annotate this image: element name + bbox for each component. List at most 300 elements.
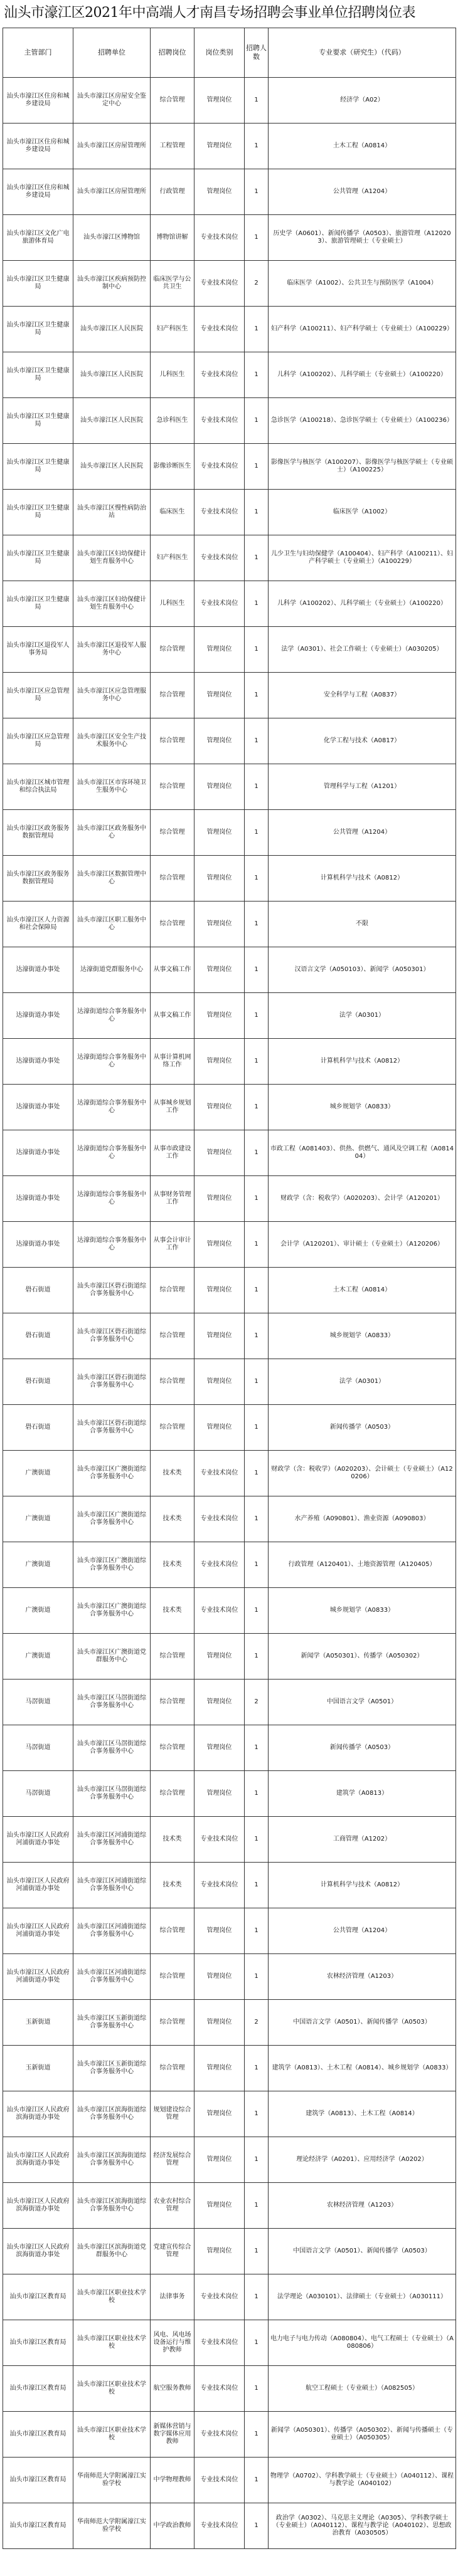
cell-requirements: 财政学（含：税收学）（A020203）、会计学（A120201） — [269, 1176, 456, 1222]
cell-requirements: 工商管理（A1202） — [269, 1817, 456, 1863]
cell-requirements: 建筑学（A0813）、土木工程（A0814）、城乡规划学（A0833） — [269, 2046, 456, 2091]
cell-count: 2 — [245, 2000, 269, 2046]
table-row — [3, 1725, 456, 1771]
table-row — [3, 2137, 456, 2183]
cell-count: 1 — [245, 718, 269, 764]
cell-employer: 汕头市濠江区数据管理中心 — [73, 856, 151, 902]
cell-category: 专业技术岗位 — [194, 2274, 245, 2320]
table-row — [3, 398, 456, 444]
cell-employer: 汕头市濠江区房屋安全鉴定中心 — [73, 78, 151, 124]
cell-department: 达濠街道办事处 — [3, 947, 73, 993]
cell-position: 经济发展综合管理 — [151, 2137, 194, 2183]
cell-department: 达濠街道办事处 — [3, 1039, 73, 1085]
cell-requirements: 土木工程（A0814） — [269, 1268, 456, 1313]
cell-department: 汕头市濠江区人民政府河浦街道办事处 — [3, 1817, 73, 1863]
cell-employer: 汕头市濠江区职业技术学校 — [73, 2366, 151, 2412]
cell-position: 综合管理 — [151, 78, 194, 124]
cell-count: 1 — [245, 2458, 269, 2503]
cell-requirements: 理论经济学（A0201）、应用经济学（A0202） — [269, 2137, 456, 2183]
table-row — [3, 1222, 456, 1268]
table-row — [3, 169, 456, 215]
cell-count: 1 — [245, 856, 269, 902]
cell-position: 行政管理 — [151, 169, 194, 215]
table-row — [3, 1817, 456, 1863]
cell-employer: 汕头市濠江区房屋管理所 — [73, 124, 151, 169]
table-row — [3, 856, 456, 902]
cell-count: 1 — [245, 352, 269, 398]
cell-requirements: 化学工程与技术（A0817） — [269, 718, 456, 764]
cell-category: 管理岗位 — [194, 169, 245, 215]
cell-category: 管理岗位 — [194, 1405, 245, 1451]
table-row — [3, 993, 456, 1039]
cell-count: 1 — [245, 535, 269, 581]
cell-requirements: 计算机科学与技术（A0812） — [269, 856, 456, 902]
cell-position: 临床医学与公共卫生 — [151, 261, 194, 307]
cell-position: 综合管理 — [151, 1359, 194, 1405]
cell-position: 妇产科医生 — [151, 535, 194, 581]
cell-employer: 汕头市濠江区滨海街道综合事务服务中心 — [73, 2091, 151, 2137]
cell-employer: 汕头市濠江区玉新街道综合事务服务中心 — [73, 2000, 151, 2046]
table-row — [3, 947, 456, 993]
cell-count: 1 — [245, 169, 269, 215]
table-row — [3, 215, 456, 261]
cell-department: 汕头市濠江区应急管理局 — [3, 673, 73, 718]
cell-category: 专业技术岗位 — [194, 2503, 245, 2549]
cell-requirements: 电力电子与电力传动（A080804）、电气工程硕士（专业硕士）（A080806） — [269, 2320, 456, 2366]
cell-count: 1 — [245, 1725, 269, 1771]
cell-employer: 汕头市濠江区人民医院 — [73, 398, 151, 444]
table-row — [3, 627, 456, 673]
cell-department: 汕头市濠江区卫生健康局 — [3, 261, 73, 307]
cell-category: 专业技术岗位 — [194, 490, 245, 535]
header-requirements: 专业要求（研究生）（代码） — [269, 28, 456, 78]
cell-department: 礐石街道 — [3, 1313, 73, 1359]
cell-department: 汕头市濠江区教育局 — [3, 2366, 73, 2412]
cell-requirements: 新闻传播学（A0503） — [269, 1725, 456, 1771]
cell-position: 中学政治教师 — [151, 2503, 194, 2549]
cell-employer: 汕头市濠江区河浦街道综合事务服务中心 — [73, 1863, 151, 1908]
cell-department: 汕头市濠江区退役军人事务局 — [3, 627, 73, 673]
cell-position: 航空服务教师 — [151, 2366, 194, 2412]
cell-category: 专业技术岗位 — [194, 352, 245, 398]
table-row — [3, 2458, 456, 2503]
cell-position: 规划建设综合管理 — [151, 2091, 194, 2137]
cell-category: 管理岗位 — [194, 673, 245, 718]
cell-category: 管理岗位 — [194, 1359, 245, 1405]
cell-position: 综合管理 — [151, 764, 194, 810]
cell-requirements: 会计学（A120201）、审计硕士（专业硕士）（A120206） — [269, 1222, 456, 1268]
cell-requirements: 中国语言文学（A0501）、新闻传播学（A0503） — [269, 2000, 456, 2046]
cell-requirements: 安全科学与工程（A0837） — [269, 673, 456, 718]
cell-category: 专业技术岗位 — [194, 535, 245, 581]
cell-position: 综合管理 — [151, 1680, 194, 1725]
cell-employer: 汕头市濠江区滨海街道党群服务中心 — [73, 2229, 151, 2274]
cell-department: 汕头市濠江区卫生健康局 — [3, 490, 73, 535]
table-row — [3, 2366, 456, 2412]
cell-requirements: 土木工程（A0814） — [269, 124, 456, 169]
cell-count: 1 — [245, 2046, 269, 2091]
cell-position: 工程管理 — [151, 124, 194, 169]
cell-position: 从事市政建设工作 — [151, 1130, 194, 1176]
table-row — [3, 2503, 456, 2549]
cell-requirements: 计算机科学与技术（A0812） — [269, 1863, 456, 1908]
cell-department: 马滘街道 — [3, 1680, 73, 1725]
cell-employer: 达濠街道综合事务服务中心 — [73, 1130, 151, 1176]
cell-department: 汕头市濠江区政务服务数据管理局 — [3, 810, 73, 856]
cell-employer: 华南师范大学附属濠江实验学校 — [73, 2458, 151, 2503]
cell-position: 综合管理 — [151, 810, 194, 856]
cell-category: 专业技术岗位 — [194, 2320, 245, 2366]
cell-category: 管理岗位 — [194, 1908, 245, 1954]
cell-position: 技术类 — [151, 1588, 194, 1634]
cell-position: 综合管理 — [151, 1405, 194, 1451]
header-department: 主管部门 — [3, 28, 73, 78]
cell-requirements: 新闻传播学（A0503） — [269, 1405, 456, 1451]
header-category: 岗位类别 — [194, 28, 245, 78]
cell-category: 管理岗位 — [194, 1268, 245, 1313]
cell-count: 1 — [245, 1313, 269, 1359]
table-row — [3, 2320, 456, 2366]
cell-category: 管理岗位 — [194, 78, 245, 124]
table-row — [3, 1863, 456, 1908]
cell-requirements: 法学（A0301） — [269, 993, 456, 1039]
cell-department: 达濠街道办事处 — [3, 1176, 73, 1222]
cell-department: 广澳街道 — [3, 1588, 73, 1634]
cell-department: 汕头市濠江区卫生健康局 — [3, 307, 73, 352]
cell-requirements: 不限 — [269, 902, 456, 947]
cell-count: 1 — [245, 764, 269, 810]
table-row — [3, 78, 456, 124]
cell-category: 专业技术岗位 — [194, 215, 245, 261]
cell-position: 综合管理 — [151, 1725, 194, 1771]
cell-requirements: 政治学（A0302）、马克思主义理论（A0305）、学科教学硕士（专业硕士）（A040112）、课程与教学论（A040102）、思想政治教育（A030505） — [269, 2503, 456, 2549]
cell-count: 1 — [245, 2183, 269, 2229]
cell-requirements: 财政学（含：税收学）（A020203）、会计硕士（专业硕士）（A120206） — [269, 1451, 456, 1496]
cell-requirements: 法学理论（A030101）、法律硕士（专业硕士）（A030111） — [269, 2274, 456, 2320]
cell-position: 儿科医生 — [151, 581, 194, 627]
cell-position: 技术类 — [151, 1496, 194, 1542]
cell-department: 马滘街道 — [3, 1725, 73, 1771]
cell-count: 1 — [245, 2503, 269, 2549]
table-row — [3, 352, 456, 398]
table-row — [3, 1268, 456, 1313]
cell-employer: 汕头市濠江区政务服务中心 — [73, 810, 151, 856]
cell-employer: 汕头市濠江区河浦街道综合事务服务中心 — [73, 1817, 151, 1863]
table-row — [3, 1039, 456, 1085]
table-row — [3, 764, 456, 810]
cell-count: 1 — [245, 1908, 269, 1954]
cell-employer: 汕头市濠江区马滘街道综合事务服务中心 — [73, 1771, 151, 1817]
table-row — [3, 1588, 456, 1634]
cell-category: 专业技术岗位 — [194, 1588, 245, 1634]
cell-category: 专业技术岗位 — [194, 581, 245, 627]
cell-count: 1 — [245, 1085, 269, 1130]
cell-position: 综合管理 — [151, 627, 194, 673]
page-title: 汕头市濠江区2021年中高端人才南昌专场招聘会事业单位招聘岗位表 — [4, 5, 415, 21]
cell-employer: 汕头市濠江区人民医院 — [73, 307, 151, 352]
cell-category: 管理岗位 — [194, 1039, 245, 1085]
cell-requirements: 城乡规划学（A0833） — [269, 1313, 456, 1359]
cell-count: 1 — [245, 1771, 269, 1817]
cell-department: 达濠街道办事处 — [3, 1085, 73, 1130]
cell-position: 综合管理 — [151, 2046, 194, 2091]
cell-category: 管理岗位 — [194, 1176, 245, 1222]
cell-category: 专业技术岗位 — [194, 2458, 245, 2503]
cell-employer: 汕头市濠江区人民医院 — [73, 352, 151, 398]
cell-position: 综合管理 — [151, 718, 194, 764]
cell-employer: 汕头市濠江区应急管理服务中心 — [73, 673, 151, 718]
table-row — [3, 2183, 456, 2229]
cell-requirements: 急诊医学（A100218）、急诊医学硕士（专业硕士）（A100236） — [269, 398, 456, 444]
cell-employer: 汕头市濠江区妇幼保健计划生育服务中心 — [73, 535, 151, 581]
cell-department: 汕头市濠江区文化广电旅游体育局 — [3, 215, 73, 261]
cell-requirements: 行政管理（A120401）、土地资源管理（A120405） — [269, 1542, 456, 1588]
cell-category: 管理岗位 — [194, 1771, 245, 1817]
cell-position: 综合管理 — [151, 1954, 194, 2000]
cell-requirements: 市政工程（A081403）、供热、供燃气、通风及空调工程（A081404） — [269, 1130, 456, 1176]
cell-employer: 汕头市濠江区退役军人服务中心 — [73, 627, 151, 673]
cell-count: 1 — [245, 307, 269, 352]
cell-count: 1 — [245, 2320, 269, 2366]
cell-count: 2 — [245, 261, 269, 307]
cell-department: 达濠街道办事处 — [3, 1130, 73, 1176]
cell-count: 1 — [245, 78, 269, 124]
cell-employer: 汕头市濠江区河浦街道综合事务服务中心 — [73, 1954, 151, 2000]
cell-employer: 汕头市濠江区滨海街道综合事务服务中心 — [73, 2183, 151, 2229]
cell-department: 礐石街道 — [3, 1268, 73, 1313]
cell-category: 管理岗位 — [194, 856, 245, 902]
cell-requirements: 城乡规划学（A0833） — [269, 1085, 456, 1130]
cell-position: 从事财务管理工作 — [151, 1176, 194, 1222]
cell-category: 专业技术岗位 — [194, 1863, 245, 1908]
cell-count: 1 — [245, 1954, 269, 2000]
cell-employer: 汕头市濠江区职工服务中心 — [73, 902, 151, 947]
cell-requirements: 水产养殖（A090801）、渔业资源（A090803） — [269, 1496, 456, 1542]
cell-count: 1 — [245, 2137, 269, 2183]
cell-department: 玉新街道 — [3, 2000, 73, 2046]
cell-position: 综合管理 — [151, 673, 194, 718]
cell-category: 专业技术岗位 — [194, 1496, 245, 1542]
cell-category: 管理岗位 — [194, 1725, 245, 1771]
cell-department: 马滘街道 — [3, 1771, 73, 1817]
table-row — [3, 673, 456, 718]
cell-category: 专业技术岗位 — [194, 2412, 245, 2458]
cell-employer: 汕头市濠江区滨海街道综合事务服务中心 — [73, 2137, 151, 2183]
table-row — [3, 581, 456, 627]
header-row — [3, 28, 456, 78]
cell-count: 1 — [245, 398, 269, 444]
cell-category: 专业技术岗位 — [194, 261, 245, 307]
cell-department: 汕头市濠江区应急管理局 — [3, 718, 73, 764]
cell-count: 1 — [245, 1176, 269, 1222]
cell-count: 1 — [245, 2366, 269, 2412]
cell-position: 急诊科医生 — [151, 398, 194, 444]
cell-employer: 汕头市濠江区市容环境卫生服务中心 — [73, 764, 151, 810]
cell-position: 从事会计审计工作 — [151, 1222, 194, 1268]
cell-count: 1 — [245, 1268, 269, 1313]
cell-position: 从事城乡规划工作 — [151, 1085, 194, 1130]
cell-position: 技术类 — [151, 1863, 194, 1908]
cell-employer: 汕头市濠江区礐石街道综合事务服务中心 — [73, 1268, 151, 1313]
cell-employer: 汕头市濠江区广澳街道综合事务服务中心 — [73, 1496, 151, 1542]
cell-position: 综合管理 — [151, 2000, 194, 2046]
cell-department: 礐石街道 — [3, 1405, 73, 1451]
cell-category: 专业技术岗位 — [194, 444, 245, 490]
cell-requirements: 农林经济管理（A1203） — [269, 1954, 456, 2000]
cell-count: 1 — [245, 124, 269, 169]
table-row — [3, 1359, 456, 1405]
cell-category: 管理岗位 — [194, 2046, 245, 2091]
cell-category: 管理岗位 — [194, 993, 245, 1039]
cell-position: 影像诊断医生 — [151, 444, 194, 490]
cell-employer: 汕头市濠江区妇幼保健计划生育服务中心 — [73, 581, 151, 627]
table-row — [3, 124, 456, 169]
cell-count: 1 — [245, 581, 269, 627]
cell-employer: 汕头市濠江区礐石街道综合事务服务中心 — [73, 1405, 151, 1451]
cell-category: 专业技术岗位 — [194, 1542, 245, 1588]
cell-employer: 汕头市濠江区疾病预防控制中心 — [73, 261, 151, 307]
cell-position: 从事计算机网络工作 — [151, 1039, 194, 1085]
table-row — [3, 2046, 456, 2091]
cell-count: 1 — [245, 1863, 269, 1908]
cell-position: 儿科医生 — [151, 352, 194, 398]
cell-department: 汕头市濠江区卫生健康局 — [3, 398, 73, 444]
table-row — [3, 444, 456, 490]
cell-category: 管理岗位 — [194, 2137, 245, 2183]
cell-employer: 汕头市濠江区慢性病防治站 — [73, 490, 151, 535]
cell-employer: 汕头市濠江区人民医院 — [73, 444, 151, 490]
cell-employer: 汕头市濠江区职业技术学校 — [73, 2320, 151, 2366]
cell-employer: 达濠街道综合事务服务中心 — [73, 993, 151, 1039]
table-row — [3, 307, 456, 352]
cell-position: 新媒体营销与数字媒体应用教师 — [151, 2412, 194, 2458]
cell-category: 管理岗位 — [194, 764, 245, 810]
recruitment-table — [3, 28, 456, 2549]
cell-position: 综合管理 — [151, 1908, 194, 1954]
table-row — [3, 1451, 456, 1496]
cell-employer: 汕头市濠江区马滘街道综合事务服务中心 — [73, 1680, 151, 1725]
cell-count: 1 — [245, 1817, 269, 1863]
cell-requirements: 经济学（A02） — [269, 78, 456, 124]
cell-employer: 汕头市濠江区安全生产技术服务中心 — [73, 718, 151, 764]
cell-count: 1 — [245, 1496, 269, 1542]
cell-department: 汕头市濠江区人民政府河浦街道办事处 — [3, 1954, 73, 2000]
cell-department: 礐石街道 — [3, 1359, 73, 1405]
cell-position: 综合管理 — [151, 1771, 194, 1817]
cell-employer: 汕头市濠江区广澳街道综合事务服务中心 — [73, 1588, 151, 1634]
cell-department: 汕头市濠江区住房和城乡建设局 — [3, 124, 73, 169]
cell-department: 汕头市濠江区教育局 — [3, 2458, 73, 2503]
cell-count: 1 — [245, 1588, 269, 1634]
cell-count: 1 — [245, 444, 269, 490]
cell-department: 汕头市濠江区卫生健康局 — [3, 581, 73, 627]
cell-department: 汕头市濠江区卫生健康局 — [3, 535, 73, 581]
table-row — [3, 490, 456, 535]
cell-count: 1 — [245, 902, 269, 947]
cell-requirements: 新闻学（A050301）、传播学（A050302）、新闻与传播硕士（专业硕士）（A050305） — [269, 2412, 456, 2458]
table-body — [3, 78, 456, 2549]
cell-department: 汕头市濠江区教育局 — [3, 2274, 73, 2320]
table-row — [3, 1680, 456, 1725]
cell-department: 广澳街道 — [3, 1542, 73, 1588]
cell-count: 1 — [245, 490, 269, 535]
cell-position: 博物馆讲解 — [151, 215, 194, 261]
cell-position: 综合管理 — [151, 1268, 194, 1313]
cell-position: 中学物理教师 — [151, 2458, 194, 2503]
cell-count: 1 — [245, 2274, 269, 2320]
cell-count: 2 — [245, 1680, 269, 1725]
cell-category: 管理岗位 — [194, 2229, 245, 2274]
cell-count: 1 — [245, 1130, 269, 1176]
cell-requirements: 历史学（A0601）、新闻传播学（A0503）、旅游管理（A120203）、旅游管理硕士（专业硕士） — [269, 215, 456, 261]
table-row — [3, 1954, 456, 2000]
cell-employer: 汕头市濠江区河浦街道综合事务服务中心 — [73, 1908, 151, 1954]
cell-employer: 达濠街道综合事务服务中心 — [73, 1039, 151, 1085]
cell-count: 1 — [245, 1451, 269, 1496]
table-row — [3, 1634, 456, 1680]
cell-count: 1 — [245, 1222, 269, 1268]
cell-department: 汕头市濠江区城市管理和综合执法局 — [3, 764, 73, 810]
cell-count: 1 — [245, 1359, 269, 1405]
cell-category: 管理岗位 — [194, 1130, 245, 1176]
cell-position: 综合管理 — [151, 1634, 194, 1680]
cell-category: 管理岗位 — [194, 1222, 245, 1268]
cell-category: 管理岗位 — [194, 1634, 245, 1680]
cell-count: 1 — [245, 215, 269, 261]
header-position: 招聘岗位 — [151, 28, 194, 78]
table-row — [3, 1908, 456, 1954]
cell-count: 1 — [245, 2412, 269, 2458]
cell-requirements: 儿科学（A100202）、儿科学硕士（专业硕士）（A100220） — [269, 352, 456, 398]
cell-position: 技术类 — [151, 1817, 194, 1863]
cell-employer: 汕头市濠江区房屋管理所 — [73, 169, 151, 215]
cell-requirements: 新闻学（A050301）、传播学（A050302） — [269, 1634, 456, 1680]
cell-position: 从事文稿工作 — [151, 993, 194, 1039]
cell-count: 1 — [245, 810, 269, 856]
cell-count: 1 — [245, 673, 269, 718]
table-row — [3, 261, 456, 307]
cell-position: 临床医生 — [151, 490, 194, 535]
cell-count: 1 — [245, 2091, 269, 2137]
cell-category: 管理岗位 — [194, 810, 245, 856]
cell-requirements: 管理科学与工程（A1201） — [269, 764, 456, 810]
cell-requirements: 儿少卫生与妇幼保健学（A100404）、妇产科学（A100211）、妇产科学硕士（专业硕士）（A100229） — [269, 535, 456, 581]
table-row — [3, 2229, 456, 2274]
cell-employer: 汕头市濠江区礐石街道综合事务服务中心 — [73, 1313, 151, 1359]
cell-employer: 汕头市濠江区广澳街道综合事务服务中心 — [73, 1451, 151, 1496]
cell-requirements: 建筑学（A0813） — [269, 1771, 456, 1817]
table-row — [3, 902, 456, 947]
cell-requirements: 建筑学（A0813）、土木工程（A0814） — [269, 2091, 456, 2137]
cell-department: 汕头市濠江区人民政府滨海街道办事处 — [3, 2183, 73, 2229]
cell-count: 1 — [245, 993, 269, 1039]
cell-employer: 汕头市濠江区广澳街道综合事务服务中心 — [73, 1542, 151, 1588]
cell-requirements: 法学（A0301）、社会工作硕士（专业硕士）（A030205） — [269, 627, 456, 673]
cell-category: 专业技术岗位 — [194, 1817, 245, 1863]
table-row — [3, 810, 456, 856]
cell-category: 专业技术岗位 — [194, 2366, 245, 2412]
cell-requirements: 法学（A0301） — [269, 1359, 456, 1405]
cell-position: 妇产科医生 — [151, 307, 194, 352]
cell-position: 风电、风电场设备运行与维护教师 — [151, 2320, 194, 2366]
table-row — [3, 1496, 456, 1542]
cell-department: 广澳街道 — [3, 1451, 73, 1496]
cell-category: 管理岗位 — [194, 2091, 245, 2137]
cell-count: 1 — [245, 1405, 269, 1451]
cell-position: 党建宣传综合管理 — [151, 2229, 194, 2274]
cell-category: 管理岗位 — [194, 627, 245, 673]
cell-category: 管理岗位 — [194, 2183, 245, 2229]
